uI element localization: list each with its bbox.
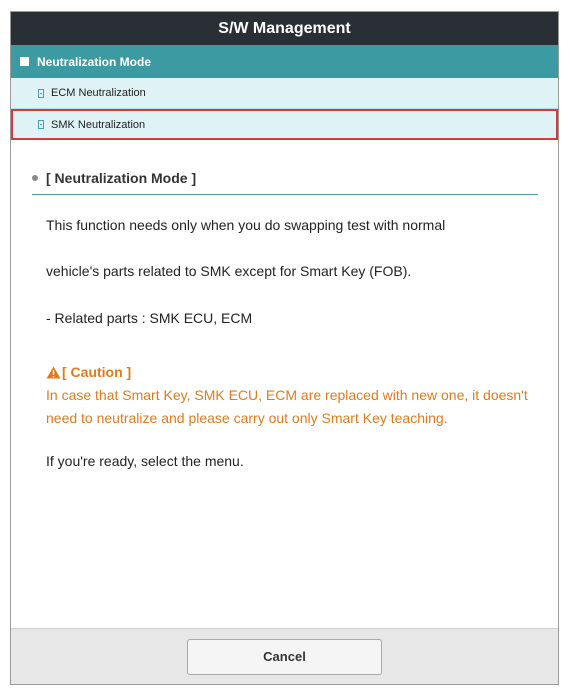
description-panel <box>11 170 558 469</box>
caution-title: [ Caution ] <box>62 364 132 380</box>
ready-instruction: If you're ready, select the menu. <box>46 453 244 469</box>
caution-heading <box>46 364 538 380</box>
square-icon <box>20 57 29 66</box>
section-heading <box>32 170 538 195</box>
sw-management-window <box>10 11 559 685</box>
menu-header-label: Neutralization Mode <box>37 54 152 69</box>
related-parts: - Related parts : SMK ECU, ECM <box>46 310 253 326</box>
cancel-button[interactable]: Cancel <box>187 639 382 675</box>
footer-bar <box>11 628 558 684</box>
description-line-1: This function needs only when you do swapping test with normal <box>46 217 446 233</box>
window-title: S/W Management <box>218 19 351 37</box>
menu-item-label: ECM Neutralization <box>51 87 146 99</box>
caution-text: In case that Smart Key, SMK ECU, ECM are replaced with new one, it doesn't need to neutralize and please carry out only Smart Key teaching. <box>46 387 528 426</box>
description-line-2: vehicle's parts related to SMK except for Smart Key (FOB). <box>46 263 412 279</box>
document-icon <box>38 120 44 129</box>
menu-item-smk-neutralization[interactable] <box>11 109 558 140</box>
menu-item-ecm-neutralization[interactable] <box>11 78 558 109</box>
warning-icon <box>46 366 61 379</box>
menu-header[interactable] <box>11 45 558 78</box>
bullet-icon <box>32 175 38 181</box>
section-title: [ Neutralization Mode ] <box>46 170 197 186</box>
caution-block <box>32 364 538 430</box>
menu-item-label: SMK Neutralization <box>51 118 146 131</box>
title-bar <box>11 12 558 45</box>
document-icon <box>38 89 44 98</box>
